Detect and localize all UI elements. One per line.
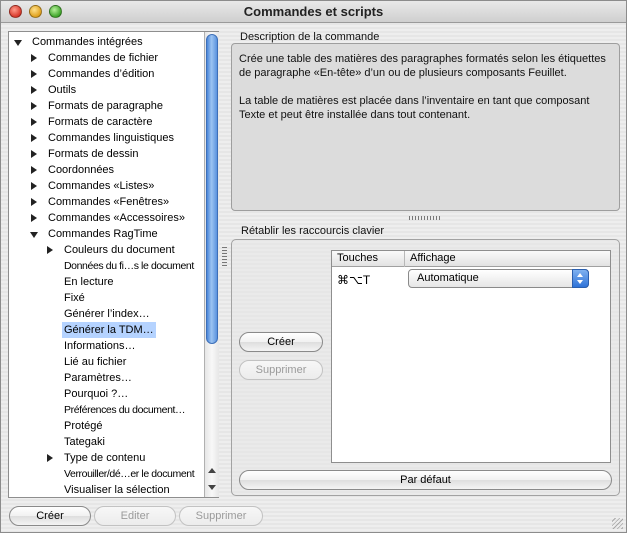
column-header-keys[interactable]: Touches (332, 251, 405, 267)
tree-item[interactable] (9, 354, 205, 370)
description-paragraph-2: La table de matières est placée dans l’inventaire en tant que composant Texte et peut être installée dans tout contenant. (239, 95, 590, 121)
tree-item-label: Protégé (64, 420, 103, 432)
tree-item[interactable] (9, 402, 205, 418)
shortcuts-heading: Rétablir les raccourcis clavier (241, 225, 385, 237)
tree-item-label: Données du fi…s le document (64, 260, 194, 272)
delete-command-button[interactable]: Supprimer (179, 506, 263, 526)
tree-item[interactable] (9, 98, 205, 114)
tree-item-label: Commandes «Fenêtres» (48, 196, 170, 208)
tree-item-label: Visualiser la sélection (64, 484, 170, 496)
description-heading: Description de la commande (240, 31, 380, 43)
tree-item[interactable] (9, 386, 205, 402)
tree-item-label: Formats de caractère (48, 116, 153, 128)
tree-scrollbar[interactable] (204, 32, 219, 497)
create-shortcut-button[interactable]: Créer (239, 332, 323, 352)
horizontal-splitter-handle[interactable] (409, 216, 441, 220)
tree-item-label: Commandes RagTime (48, 228, 158, 240)
tree-item-label: Coordonnées (48, 164, 115, 176)
window-title: Commandes et scripts (243, 4, 384, 19)
popup-up-down-arrows-icon (572, 269, 589, 288)
tree-item-label: Commandes d’édition (48, 68, 155, 80)
disclosure-collapsed-icon[interactable] (29, 210, 39, 226)
description-paragraph-1: Crée une table des matières des paragraphes formatés selon les étiquettes de paragraphe «En-tête» d’un ou de plusieurs composants Feuillet. (239, 53, 606, 79)
tree-item-label: Commandes de fichier (48, 52, 159, 64)
tree-item[interactable] (9, 370, 205, 386)
tree-item[interactable] (9, 466, 205, 482)
tree-item[interactable] (9, 162, 205, 178)
display-mode-value: Automatique (417, 272, 479, 284)
tree-item[interactable] (9, 306, 205, 322)
command-tree[interactable] (8, 31, 219, 498)
tree-item[interactable] (9, 50, 205, 66)
tree-item-label: Commandes «Listes» (48, 180, 155, 192)
disclosure-collapsed-icon[interactable] (45, 450, 55, 466)
tree-item-label: Outils (48, 84, 77, 96)
resize-grip-icon[interactable] (612, 518, 623, 529)
shortcuts-table-header (332, 251, 610, 267)
tree-item-label: En lecture (64, 276, 114, 288)
delete-shortcut-button[interactable]: Supprimer (239, 360, 323, 380)
tree-item-label: Verrouiller/dé…er le document (64, 468, 195, 480)
tree-item-label: Préférences du document… (64, 404, 186, 416)
tree-item-label: Couleurs du document (64, 244, 175, 256)
tree-item[interactable] (9, 258, 205, 274)
tree-item[interactable] (9, 434, 205, 450)
disclosure-collapsed-icon[interactable] (29, 50, 39, 66)
tree-item[interactable] (9, 146, 205, 162)
tree-item-label: Pourquoi ?… (64, 388, 129, 400)
restore-defaults-button[interactable]: Par défaut (239, 470, 612, 490)
disclosure-collapsed-icon[interactable] (29, 98, 39, 114)
scroll-down-arrow-icon[interactable] (205, 480, 219, 494)
tree-item-label: Commandes intégrées (32, 36, 143, 48)
tree-item-label: Fixé (64, 292, 85, 304)
tree-item[interactable] (9, 114, 205, 130)
tree-item-label: Type de contenu (64, 452, 146, 464)
tree-item[interactable] (9, 194, 205, 210)
tree-item[interactable] (9, 322, 205, 338)
tree-item[interactable] (9, 338, 205, 354)
disclosure-collapsed-icon[interactable] (29, 162, 39, 178)
tree-item[interactable] (9, 242, 205, 258)
edit-command-button[interactable]: Editer (94, 506, 176, 526)
tree-item-label: Tategaki (64, 436, 105, 448)
tree-item-label: Commandes linguistiques (48, 132, 174, 144)
command-tree-rows (9, 32, 205, 497)
tree-item-label: Générer la TDM… (64, 324, 154, 336)
tree-item[interactable] (9, 290, 205, 306)
tree-item-label: Commandes «Accessoires» (48, 212, 185, 224)
tree-item-label: Informations… (64, 340, 136, 352)
tree-item-label: Formats de dessin (48, 148, 139, 160)
tree-item[interactable] (9, 178, 205, 194)
disclosure-collapsed-icon[interactable] (29, 114, 39, 130)
tree-item[interactable] (9, 226, 205, 242)
disclosure-collapsed-icon[interactable] (29, 130, 39, 146)
disclosure-expanded-icon[interactable] (13, 34, 23, 50)
tree-item-label: Générer l’index… (64, 308, 150, 320)
tree-item-label: Formats de paragraphe (48, 100, 163, 112)
description-box (231, 43, 620, 211)
disclosure-expanded-icon[interactable] (29, 226, 39, 242)
disclosure-collapsed-icon[interactable] (29, 146, 39, 162)
disclosure-collapsed-icon[interactable] (29, 194, 39, 210)
title-bar[interactable] (1, 1, 626, 23)
tree-scroll-thumb[interactable] (206, 34, 218, 344)
tree-item[interactable] (9, 82, 205, 98)
tree-item[interactable] (9, 66, 205, 82)
display-mode-popup[interactable] (408, 269, 589, 288)
disclosure-collapsed-icon[interactable] (29, 66, 39, 82)
tree-item[interactable] (9, 418, 205, 434)
create-command-button[interactable]: Créer (9, 506, 91, 526)
tree-item-label: Paramètres… (64, 372, 132, 384)
shortcut-keys-cell[interactable]: ⌘⌥T (337, 273, 371, 287)
tree-item[interactable] (9, 130, 205, 146)
tree-item[interactable] (9, 210, 205, 226)
disclosure-collapsed-icon[interactable] (29, 82, 39, 98)
tree-item[interactable] (9, 482, 205, 497)
tree-item-label: Lié au fichier (64, 356, 127, 368)
disclosure-collapsed-icon[interactable] (29, 178, 39, 194)
tree-item[interactable] (9, 450, 205, 466)
tree-item[interactable] (9, 274, 205, 290)
scroll-up-arrow-icon[interactable] (205, 464, 219, 478)
tree-item[interactable] (9, 34, 205, 50)
disclosure-collapsed-icon[interactable] (45, 242, 55, 258)
vertical-splitter-handle[interactable] (222, 247, 227, 267)
column-header-display[interactable]: Affichage (410, 252, 456, 264)
